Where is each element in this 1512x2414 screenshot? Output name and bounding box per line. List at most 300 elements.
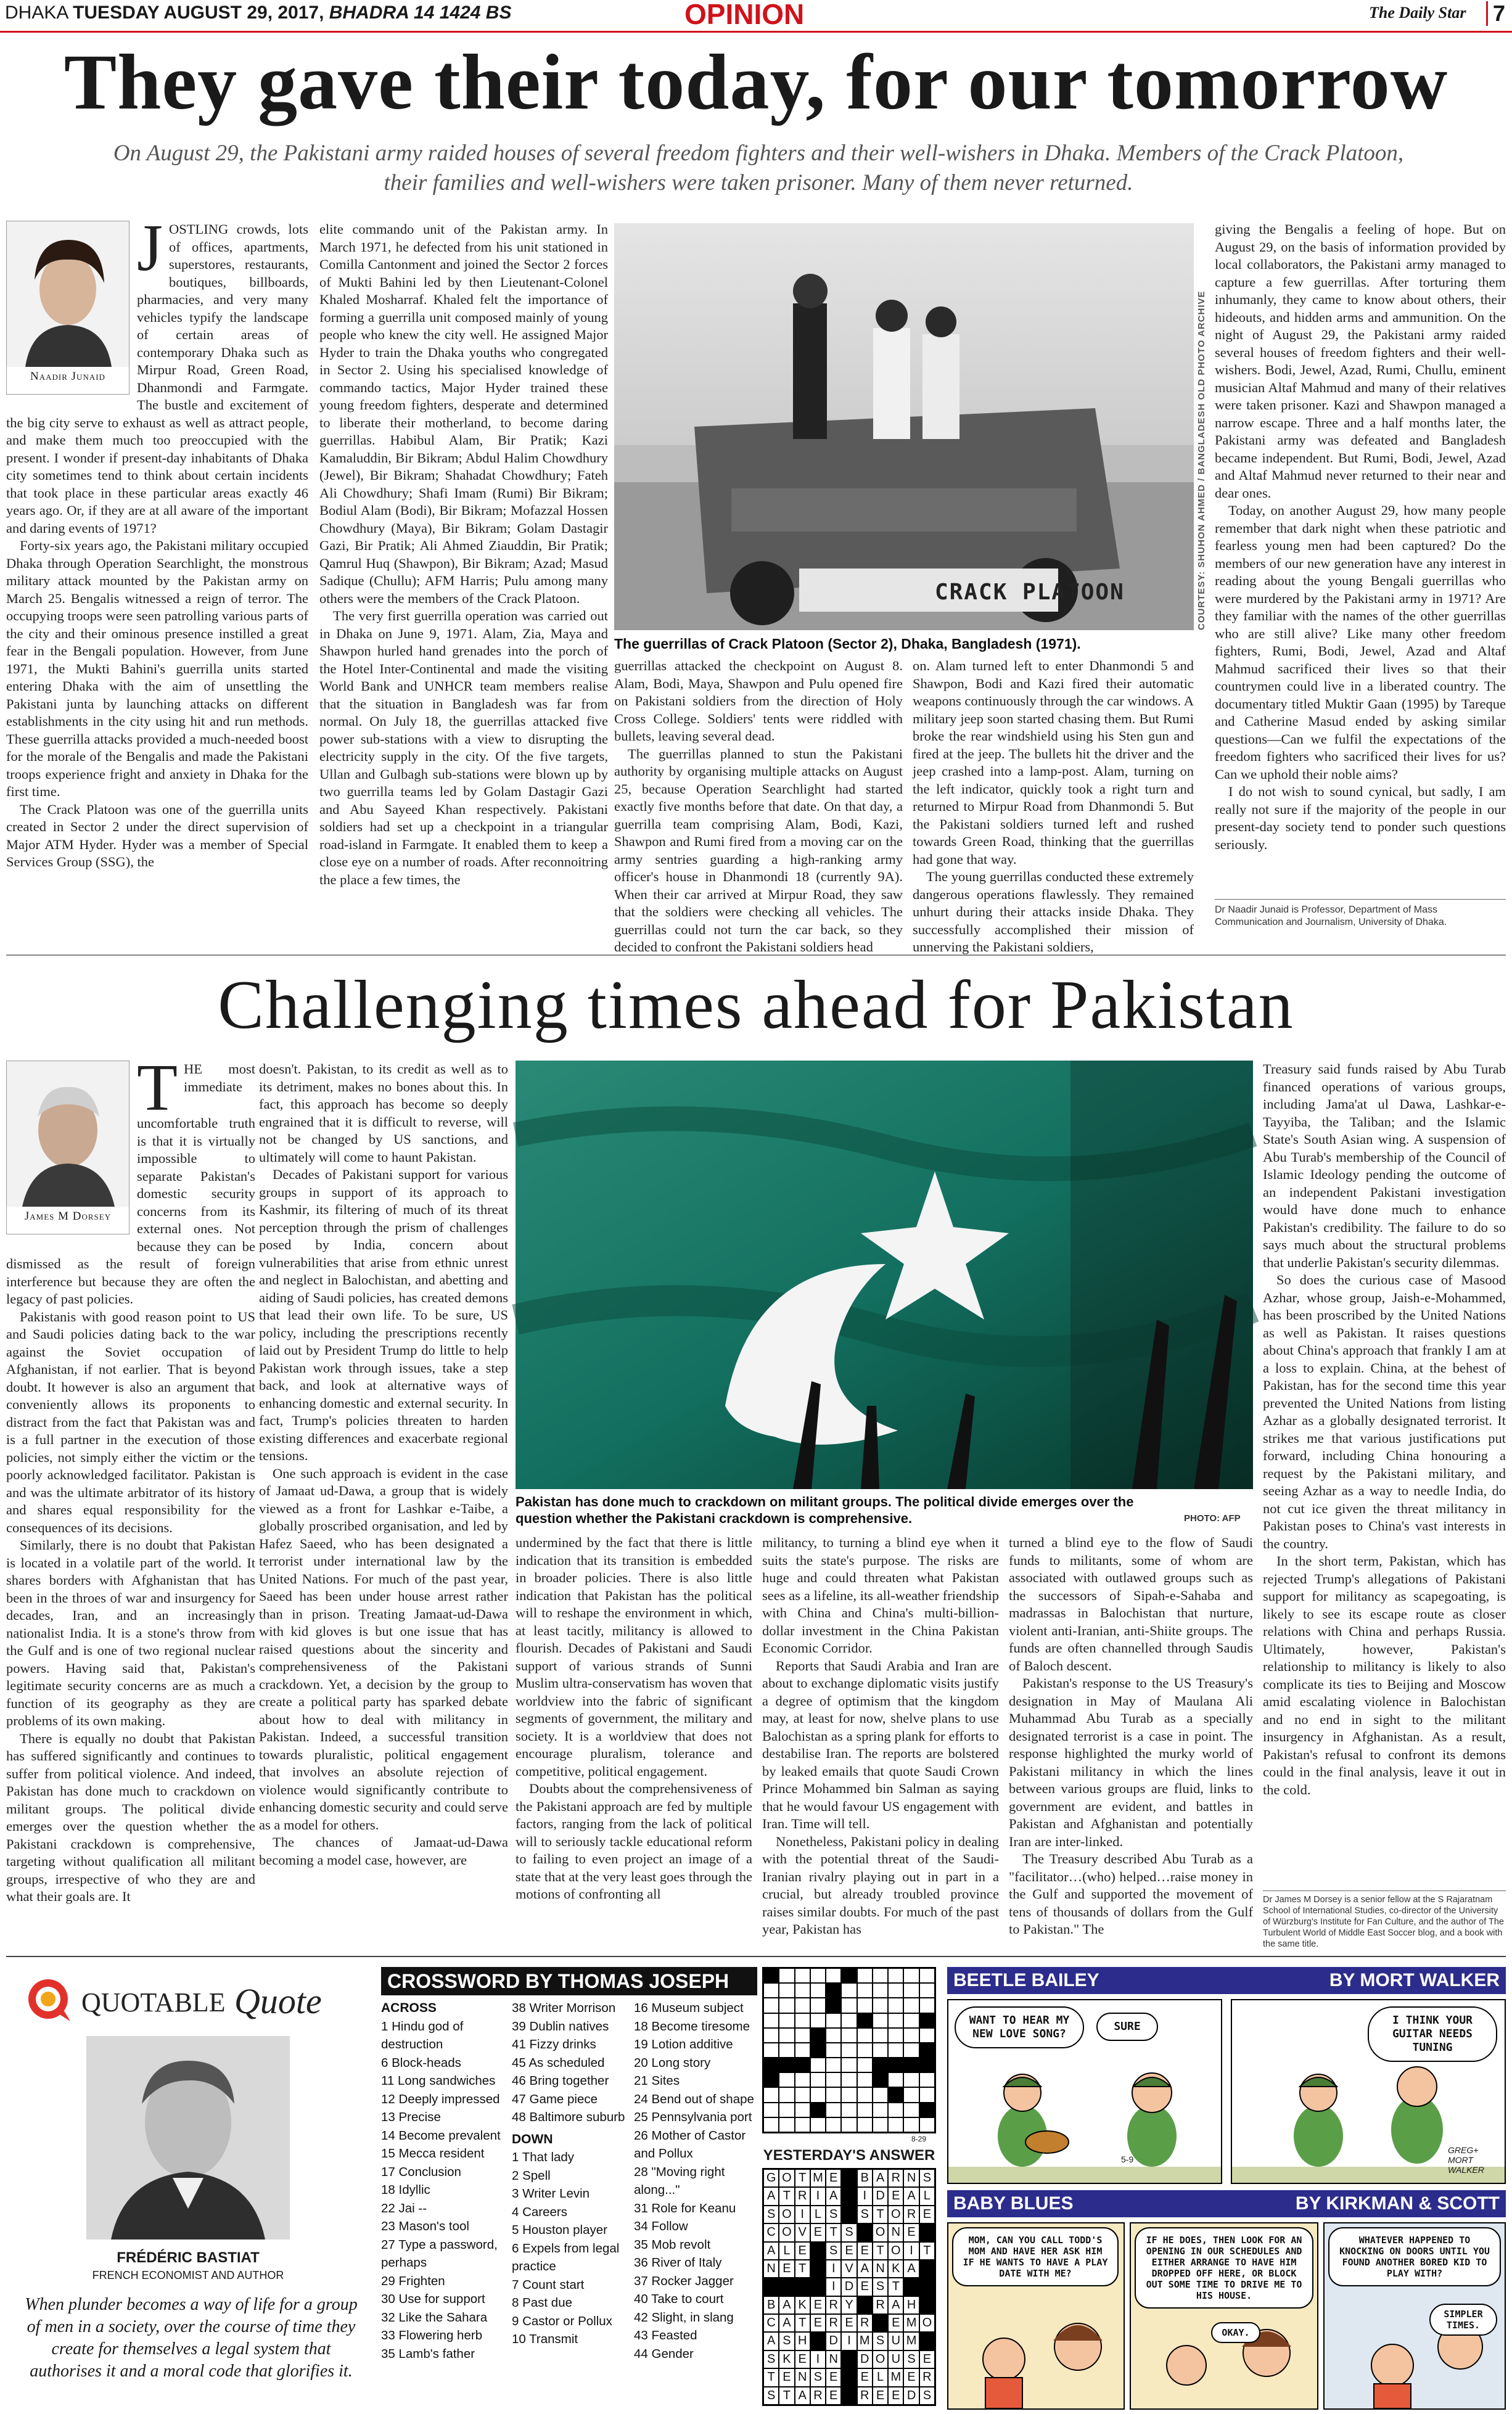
crossword-cell: [763, 2072, 779, 2087]
crossword-date-mark: 8-29: [911, 2135, 927, 2143]
answer-cell: O: [919, 2314, 935, 2332]
paragraph: So does the curious case of Masood Azhar, whose group, Jaish-e-Mohammed, has been proscribed by the United Nations as well as Pakistan. It raises questions about China's approach that frankly I am at a loss to explain. China, at the behest of Pakistan, has for the second time this year prevented the United Nations from listing Azhar as a globally designated terrorist. It strikes me that various justifications put forward, including China honouring a request by the Pakistani military, and seeing Azhar as a way to needle India, do not cut ice given the threat militancy in Pakistan poses to China's vast interests in the country.: [1263, 1272, 1506, 1551]
answer-cell: E: [841, 2314, 857, 2332]
answer-cell: R: [857, 2314, 873, 2332]
crossword-cell: [795, 2058, 810, 2072]
crossword-cell[interactable]: [810, 2058, 826, 2072]
answer-cell: N: [826, 2350, 841, 2368]
crossword-cell: [888, 2087, 903, 2102]
answer-cell: S: [826, 2242, 841, 2260]
crossword-cell[interactable]: [857, 1998, 873, 2013]
bengali-date: BHADRA 14 1424 BS: [329, 2, 512, 23]
answer-cell: T: [919, 2242, 935, 2260]
crossword-cell[interactable]: [919, 1983, 935, 1998]
author-name-junaid: Naadir Junaid: [30, 370, 105, 383]
crossword-cell[interactable]: [841, 1998, 857, 2013]
answer-cell: [857, 2223, 873, 2241]
crossword-clue: 8 Past due: [512, 2296, 573, 2310]
beetle-panel-2: [1231, 1999, 1506, 2184]
crossword-cell[interactable]: [763, 2103, 779, 2117]
crossword-cell[interactable]: [795, 2103, 810, 2117]
crossword-cell[interactable]: [779, 2072, 794, 2087]
crossword-cell[interactable]: [841, 2043, 857, 2058]
crossword-clue: 13 Precise: [381, 2110, 441, 2124]
crossword-cell[interactable]: [779, 2117, 794, 2132]
crossword-cell[interactable]: [826, 2028, 841, 2043]
crossword-cell[interactable]: [888, 1983, 903, 1998]
answer-cell: A: [779, 2296, 794, 2314]
answer-cell: B: [763, 2296, 779, 2314]
crossword-cell[interactable]: [841, 2087, 857, 2102]
crossword-cell[interactable]: [857, 1983, 873, 1998]
crossword-cell[interactable]: [810, 1983, 826, 1998]
baby-bubble-4: WHATEVER HAPPENED TO KNOCKING ON DOORS UNTIL YOU FOUND ANOTHER BORED KID TO PLAY WITH?: [1328, 2227, 1501, 2286]
crossword-cell[interactable]: [919, 1998, 935, 2013]
crossword-cell[interactable]: [779, 1968, 794, 1983]
crossword-cell: [919, 2043, 935, 2058]
crossword-cell[interactable]: [903, 2117, 919, 2132]
answer-cell: E: [795, 2242, 810, 2260]
crossword-cell[interactable]: [763, 2117, 779, 2132]
crossword-cell[interactable]: [903, 2043, 919, 2058]
article1-col2: [319, 221, 608, 936]
crossword-cell[interactable]: [919, 2087, 935, 2102]
paragraph: militancy, to turning a blind eye when it suits the state's purpose. The risks are huge and could threaten what Pakistan sees as a lifeline, its all-weather friendship with China and China's multi-billion-dollar investment in the China Pakistan Economic Corridor.: [762, 1535, 999, 1656]
crossword-clue: 32 Like the Sahara: [381, 2310, 488, 2325]
crossword-cell[interactable]: [857, 2058, 873, 2072]
crossword-cell[interactable]: [841, 2013, 857, 2028]
dropcap-t: T: [137, 1051, 178, 1125]
paragraph: elite commando unit of the Pakistan army. In March 1971, he defected from his unit stationed in Comilla Cantonment and joined the Sector 2 forces of Mukti Bahini led by then Lieutenant-Colonel Khaled Mosharraf. Khaled felt the importance of forming a guerrilla unit composed mainly of young people who knew the city well. He assigned Major Hyder to train the Dhaka youths who congregated in Sector 2. Using his specialised knowledge of commando tactics, Major Hyder trained these young freedom fighters, desperate and determined to liberate their motherland, to become daring guerrillas. Habibul Alam, Bir Pratik; Kazi Kamaluddin, Bir Bikram; Abdul Halim Chowdhury (Jewel), Bir Bikram; Shahadat Chowdhury; Fateh Ali Chowdhury; Shafi Imam (Rumi) Bir Bikram; Bodiul Alam (Bodi), Bir Bikram; Mofazzal Hossen Chowdhury (Maya), Bir Bikram; Golam Dastagir Gazi, Bir Pratik; Ali Ahmed Ziauddin, Bir Pratik; Qamrul Huq (Shawpon), Bir Bikram; Azad; Masud Sadique (Chullu); AFM Harris; Pulu among many others were the members of the Crack Platoon.: [319, 221, 608, 606]
answer-cell: [810, 2332, 826, 2350]
answer-cell: U: [888, 2332, 903, 2350]
answer-cell: H: [795, 2332, 810, 2350]
answer-cell: O: [779, 2206, 794, 2223]
beetle-panel-1: [947, 1999, 1222, 2184]
crossword-cell[interactable]: [841, 1983, 857, 1998]
answer-cell: T: [795, 2169, 810, 2187]
article1-col3: [614, 657, 903, 955]
answer-cell: O: [779, 2169, 794, 2187]
crossword-cell[interactable]: [763, 2028, 779, 2043]
crossword-title: CROSSWORD BY THOMAS JOSEPH: [381, 1967, 757, 1995]
crossword-cell[interactable]: [903, 2013, 919, 2028]
crossword-clue: 23 Mason's tool: [381, 2219, 469, 2233]
crossword-clue: 14 Become prevalent: [381, 2128, 501, 2143]
crossword-cell[interactable]: [763, 1983, 779, 1998]
crossword-cell[interactable]: [903, 2103, 919, 2117]
paragraph: HE most immediate uncomfortable truth is that it is virtually impossible to separate Pakistan's domestic security concerns from its external ones. Not because they can be dismissed as the result of foreign interference but because they are often the legacy of past policies.: [6, 1061, 255, 1307]
crossword-cell[interactable]: [873, 2087, 888, 2102]
crossword-cell[interactable]: [857, 2103, 873, 2117]
answer-cell: R: [826, 2314, 841, 2332]
answer-cell: B: [857, 2169, 873, 2187]
answer-cell: N: [795, 2368, 810, 2386]
crossword-cell: [826, 1998, 841, 2013]
crossword-cell[interactable]: [763, 2013, 779, 2028]
crossword-cell[interactable]: [857, 2117, 873, 2132]
crossword-cell[interactable]: [795, 2087, 810, 2102]
answer-cell: A: [888, 2296, 903, 2314]
crossword-cell[interactable]: [810, 1968, 826, 1983]
answer-cell: T: [873, 2206, 888, 2223]
answer-cell: N: [873, 2260, 888, 2278]
answer-cell: [919, 2223, 935, 2241]
crossword-clue: 5 Houston player: [512, 2223, 607, 2237]
paragraph: The Crack Platoon was one of the guerrilla units created in Sector 2 under the direct supervision of Major ATM Hyder. Hyder was a member of Special Services Group (SSG), the: [6, 801, 308, 869]
crossword-cell[interactable]: [857, 2043, 873, 2058]
masthead-rule: [0, 31, 1512, 33]
article2-col2: [259, 1061, 508, 1936]
answer-cell: N: [888, 2223, 903, 2241]
article2-photo-caption: Pakistan has done much to crackdown on militant groups. The political divide emerges over the question whether the Pakistani crackdown is comprehensive.: [516, 1494, 1134, 1526]
answer-cell: [841, 2368, 857, 2386]
baby-bubble-5: SIMPLER TIMES.: [1429, 2304, 1497, 2336]
crossword-cell[interactable]: [795, 2028, 810, 2043]
bottom-divider: [6, 1956, 1506, 1957]
crossword-cell[interactable]: [873, 2013, 888, 2028]
crossword-cell[interactable]: [779, 2028, 794, 2043]
answer-cell: S: [873, 2278, 888, 2296]
crossword-clue: 6 Expels from legal practice: [512, 2241, 620, 2273]
crossword-cell: [826, 1983, 841, 1998]
answer-cell: A: [763, 2187, 779, 2205]
crossword-cell[interactable]: [826, 1968, 841, 1983]
crossword-clue: 18 Idyllic: [381, 2183, 430, 2197]
answer-cell: [919, 2278, 935, 2296]
crossword-clue: 35 Mob revolt: [634, 2237, 711, 2252]
crossword-cell[interactable]: [826, 2013, 841, 2028]
crossword-cell[interactable]: [873, 2117, 888, 2132]
paragraph: The Treasury described Abu Turab as a "facilitator…(who) helped…raise money in the Gulf and supported the movement of tens of thousands of dollars from the Gulf to Pakistan." The: [1009, 1851, 1253, 1937]
beetle-signature: GREG+ MORT WALKER: [1448, 2145, 1484, 2175]
crossword-cell[interactable]: [795, 2072, 810, 2087]
paragraph: on. Alam turned left to enter Dhanmondi 5 and Shawpon, Bodi and Kazi fired their automatic weapons continuously through the car windows. A military jeep soon started chasing them. But Rumi broke the rear windshield using his Sten gun and fired at the jeep. The bullets hit the driver and the jeep crashed into a lamp-post. Alam, turning on the left indicator, quickly took a right turn and returned to Mirpur Road from Dhanmondi 5. But the Pakistani soldiers turned left and rushed towards Green Road, thinking that the guerrillas had gone that way.: [913, 658, 1194, 867]
down-clue-list-c: [634, 1999, 757, 2363]
crossword-cell[interactable]: [779, 1983, 794, 1998]
paragraph: guerrillas attacked the checkpoint on August 8. Alam, Bodi, Maya, Shawpon and Pulu opened fire on Pakistani soldiers from the direction of Holy Cross College. Soldiers' tents were riddled with bullets, leaving several dead.: [614, 658, 903, 744]
crossword-cell[interactable]: [903, 2072, 919, 2087]
crossword-cell[interactable]: [888, 2103, 903, 2117]
crossword-clue: 16 Museum subject: [634, 2001, 744, 2015]
answer-cell: I: [795, 2206, 810, 2223]
article2-author-bio: Dr James M Dorsey is a senior fellow at the S Rajaratnam School of International Studies, co-director of the University of Würzburg's Institute for Fan Culture, and the author of The Turbulent World of Middle East Soccer blog, and a book with the same title.: [1263, 1895, 1504, 1949]
answer-cell: C: [763, 2314, 779, 2332]
answer-cell: D: [826, 2332, 841, 2350]
crossword-cell[interactable]: [857, 1968, 873, 1983]
crossword-cell: [888, 2058, 903, 2072]
answer-cell: E: [795, 2350, 810, 2368]
article2-col6: [1263, 1061, 1506, 1887]
crossword-cell[interactable]: [826, 2117, 841, 2132]
crossword-clue: 34 Follow: [634, 2219, 688, 2233]
date: TUESDAY AUGUST 29, 2017,: [73, 2, 324, 23]
answer-cell: E: [826, 2387, 841, 2405]
crossword-cell[interactable]: [903, 1998, 919, 2013]
crossword-cell[interactable]: [826, 2087, 841, 2102]
crossword-cell[interactable]: [903, 1983, 919, 1998]
answer-cell: E: [903, 2223, 919, 2241]
answer-cell: [919, 2260, 935, 2278]
crossword-cell[interactable]: [888, 2013, 903, 2028]
quote-author-role: FRENCH ECONOMIST AND AUTHOR: [92, 2269, 284, 2281]
answer-cell: R: [903, 2206, 919, 2223]
crossword-clue: 37 Rocker Jagger: [634, 2273, 734, 2288]
bastiat-portrait-image: [86, 2036, 290, 2240]
baby-panel-3: [1323, 2222, 1506, 2410]
crossword-cell[interactable]: [919, 2072, 935, 2087]
answer-cell: E: [810, 2314, 826, 2332]
answer-cell: S: [826, 2206, 841, 2223]
crossword-cell[interactable]: [857, 2028, 873, 2043]
comics-area: [947, 1967, 1506, 2410]
crossword-cell[interactable]: [826, 2058, 841, 2072]
answer-cell: S: [873, 2332, 888, 2350]
bio-rule: [1215, 899, 1506, 900]
crossword-cell[interactable]: [873, 2043, 888, 2058]
crossword-cell[interactable]: [779, 2087, 794, 2102]
crossword-cell[interactable]: [826, 2043, 841, 2058]
crossword-cell[interactable]: [903, 1968, 919, 1983]
crossword-cell: [763, 1968, 779, 1983]
answer-cell: I: [810, 2350, 826, 2368]
crossword-cell[interactable]: [857, 2072, 873, 2087]
answer-cell: D: [857, 2350, 873, 2368]
crossword-cell: [857, 2013, 873, 2028]
crossword-cell[interactable]: [826, 2072, 841, 2087]
crossword-clue: 2 Spell: [512, 2168, 551, 2183]
crossword-clue: 7 Count start: [512, 2277, 585, 2292]
crossword-cell[interactable]: [779, 1998, 794, 2013]
answer-cell: [841, 2169, 857, 2187]
answer-cell: S: [779, 2332, 794, 2350]
answer-cell: V: [795, 2223, 810, 2241]
crossword-clue: 12 Deeply impressed: [381, 2092, 500, 2106]
answer-cell: D: [841, 2278, 857, 2296]
crossword-clue: 42 Slight, in slang: [634, 2310, 734, 2325]
answer-cell: T: [779, 2387, 794, 2405]
answer-cell: S: [919, 2387, 935, 2405]
crossword-cell[interactable]: [873, 1983, 888, 1998]
paragraph: I do not wish to sound cynical, but sadly, I am really not sure if the majority of the people in our present-day society tend to ponder such questions seriously.: [1215, 784, 1506, 852]
crossword-cell[interactable]: [795, 2043, 810, 2058]
answer-title: YESTERDAY'S ANSWER: [763, 2147, 935, 2164]
answer-cell: A: [763, 2332, 779, 2350]
paragraph: One such approach is evident in the case of Jamaat ud-Dawa, a group that is widely viewed as a front for Lashkar e-Taibe, a globally proscribed organisation, and led by Hafez Saeed, who has been designated a terrorist under international law by the United Nations. For much of the past year, Saeed has been under house arrest rather than in prison. Treating Jamaat-ud-Dawa with kid gloves is but one issue that has raised questions about the sincerity and comprehensiveness of the Pakistani crackdown. Yet, a decision by the group to create a political party has sparked debate about how to deal with militancy in Pakistan. Indeed, a successful transition towards pluralistic, political engagement that involves an absolute rejection of violence would significantly contribute to enhancing domestic security and could serve as a model for others.: [259, 1465, 508, 1833]
article1-standfirst: On August 29, the Pakistani army raided houses of several freedom fighters and their well-wishers in Dhaka. Members of the Crack Platoon, their families and well-wishers were taken prisoner. Many of them never returned.: [113, 141, 1404, 195]
crossword-clue: 33 Flowering herb: [381, 2328, 483, 2342]
answer-cell: E: [903, 2368, 919, 2386]
crossword-cell[interactable]: [810, 1998, 826, 2013]
crossword-cell[interactable]: [873, 2028, 888, 2043]
beetle-bubble-2: SURE: [1096, 2013, 1158, 2041]
answer-cell: E: [888, 2387, 903, 2405]
crossword-cell[interactable]: [888, 1998, 903, 2013]
answer-cell: M: [888, 2368, 903, 2386]
answer-cell: K: [779, 2350, 794, 2368]
crossword-clues-b: [512, 1999, 633, 2349]
crossword-cell[interactable]: [841, 2058, 857, 2072]
answer-cell: R: [873, 2296, 888, 2314]
answer-cell: Y: [841, 2296, 857, 2314]
beetle-bailey-by: BY MORT WALKER: [1329, 1970, 1500, 1990]
crossword-cell[interactable]: [903, 2028, 919, 2043]
answer-cell: I: [857, 2187, 873, 2205]
answer-cell: S: [763, 2387, 779, 2405]
crossword-clue: 22 Jai --: [381, 2201, 427, 2215]
crossword-cell[interactable]: [919, 1968, 935, 1983]
crossword-cell[interactable]: [857, 2087, 873, 2102]
crossword-clue: 30 Use for support: [381, 2292, 485, 2306]
answer-cell: H: [903, 2296, 919, 2314]
article2-col4: [762, 1534, 999, 1936]
answer-cell: [919, 2332, 935, 2350]
crossword-clue: 43 Feasted: [634, 2328, 697, 2342]
crossword-cell[interactable]: [873, 1968, 888, 1983]
baby-panel-1: [947, 2222, 1125, 2410]
article1-author-bio: Dr Naadir Junaid is Professor, Department of Mass Communication and Journalism, University of Dhaka.: [1215, 905, 1447, 927]
crossword-cell: [841, 1968, 857, 1983]
crossword-cell[interactable]: [763, 2087, 779, 2102]
answer-cell: M: [903, 2314, 919, 2332]
answer-cell: R: [795, 2187, 810, 2205]
crossword-clue: 38 Writer Morrison: [512, 2001, 616, 2015]
crossword-clue: 46 Bring together: [512, 2074, 609, 2088]
article1-headline: They gave their today, for our tomorrow: [64, 38, 1448, 126]
crossword-cell[interactable]: [873, 2103, 888, 2117]
article1-col4: [913, 657, 1194, 955]
crossword-cell[interactable]: [763, 1998, 779, 2013]
crossword-cell[interactable]: [795, 1968, 810, 1983]
crossword-cell[interactable]: [888, 2028, 903, 2043]
crossword-cell[interactable]: [810, 2072, 826, 2087]
answer-cell: T: [779, 2187, 794, 2205]
answer-cell: [841, 2206, 857, 2223]
answer-cell: U: [888, 2350, 903, 2368]
crossword-cell: [810, 2103, 826, 2117]
answer-cell: O: [888, 2206, 903, 2223]
crossword-cell[interactable]: [841, 2117, 857, 2132]
crossword-cell[interactable]: [903, 2087, 919, 2102]
paragraph: Forty-six years ago, the Pakistani military occupied Dhaka through Operation Searchlight, the monstrous military attack mounted by the Pakistan army on March 25. Bengalis witnessed a reign of terror. The occupying troops were seen patrolling various parts of the city and their ominous presence instilled a great fear in the Bengali population. However, from June 1971, the Mukti Bahini's guerrilla units started entering Dhaka with the aim of unsettling the Pakistani junta by launching attacks on different establishments in the city using hit and run methods. These guerrilla attacks provided a much-needed boost for the morale of the Bengalis and made the Pakistani troops experience fright and anxiety in Dhaka for the first time.: [6, 538, 308, 799]
crossword-cell[interactable]: [841, 2072, 857, 2087]
section-label: OPINION: [684, 0, 805, 30]
crossword-clue: 17 Conclusion: [381, 2164, 461, 2179]
paragraph: Pakistanis with good reason point to US and Saudi policies dating back to the war against the Soviet occupation of Afghanistan, if not earlier. That is beyond doubt. It however is also an argument that conveniently allows its proponents to distract from the fact that Pakistan was and is a full partner in the execution of those policies, not simply either the victim or the poorly acknowledged facilitator. Pakistan is and was the ultimate arbitrator of its history and shares equal responsibility for the consequences of its decisions.: [6, 1308, 255, 1535]
crossword-cell[interactable]: [873, 1998, 888, 2013]
dateline-text: [5, 2, 511, 23]
answer-cell: [779, 2278, 794, 2296]
paragraph: In the short term, Pakistan, which has rejected Trump's allegations of Pakistani support for militancy as scapegoating, is likely to see its escape route as closer relations with China and perhaps Russia. Ultimately, however, Pakistan's relationship to militancy is likely to also complicate its ties to Beijing and Moscow amid escalating violence in Balochistan and no end in sight to the militant insurgency in Afghanistan. As a result, Pakistan's refusal to confront its demons could in the final analysis, leave it out in the cold.: [1263, 1553, 1506, 1797]
answer-cell: E: [779, 2368, 794, 2386]
crossword-cell[interactable]: [888, 1968, 903, 1983]
crossword-box: [381, 1967, 936, 2410]
answer-cell: O: [873, 2350, 888, 2368]
paragraph: The young guerrillas conducted these extremely dangerous operations flawlessly. They remained unhurt during their attacks inside Dhaka. They successfully accomplished their mission of unnerving the Pakistani soldiers,: [913, 869, 1194, 955]
answer-cell: O: [873, 2223, 888, 2241]
crossword-cell[interactable]: [841, 2028, 857, 2043]
crossword-cell: [919, 2103, 935, 2117]
answer-cell: A: [763, 2242, 779, 2260]
crossword-cell[interactable]: [888, 2117, 903, 2132]
crossword-cell[interactable]: [919, 2117, 935, 2132]
crossword-cell[interactable]: [841, 2103, 857, 2117]
baby-blues-header: [947, 2190, 1506, 2217]
crossword-cell[interactable]: [888, 2043, 903, 2058]
crossword-cell[interactable]: [810, 2013, 826, 2028]
crossword-cell[interactable]: [795, 2013, 810, 2028]
crossword-clue: 47 Game piece: [512, 2092, 598, 2106]
crossword-clue: 44 Gender: [634, 2346, 694, 2361]
answer-cell: E: [919, 2206, 935, 2223]
answer-cell: A: [795, 2387, 810, 2405]
crossword-cell: [873, 2072, 888, 2087]
crossword-cell: [810, 2043, 826, 2058]
answer-cell: S: [919, 2169, 935, 2187]
crossword-cell[interactable]: [810, 2087, 826, 2102]
crossword-clue: 45 As scheduled: [512, 2055, 605, 2070]
crossword-clue: 41 Fizzy drinks: [512, 2037, 596, 2051]
across-label: ACROSS: [381, 2001, 437, 2015]
crossword-cell[interactable]: [888, 2072, 903, 2087]
beetle-bubble-1: WANT TO HEAR MY NEW LOVE SONG?: [955, 2006, 1084, 2048]
answer-cell: N: [763, 2260, 779, 2278]
crossword-cell[interactable]: [795, 1983, 810, 1998]
baby-bubble-3: OKAY.: [1211, 2322, 1260, 2343]
crossword-clue: 19 Lotion additive: [634, 2037, 733, 2051]
crossword-cell[interactable]: [763, 2043, 779, 2058]
crossword-cell[interactable]: [810, 2117, 826, 2132]
crossword-clue: 9 Castor or Pollux: [512, 2313, 612, 2328]
crossword-cell[interactable]: [779, 2013, 794, 2028]
crossword-clue: 15 Mecca resident: [381, 2146, 485, 2161]
crossword-clue: 39 Dublin natives: [512, 2019, 609, 2034]
paragraph: Similarly, there is no doubt that Pakistan is located in a volatile part of the world. It shares borders with Afghanistan that has been in the throes of war and insurgency for decades, Iran, and an increasingly nationalist India. It is a stone's throw from the Gulf and is one of two regional nuclear powers. Having said that, Pakistan's legitimate security concerns are as much a function of its geography as they are problems of its own making.: [6, 1537, 255, 1728]
paragraph: Reports that Saudi Arabia and Iran are about to exchange diplomatic visits justify a degree of optimism that the kingdom may, at least for now, shelve plans to use Balochistan as a spring plank for efforts to destabilise Iran. The reports are bolstered by leaked emails that quote Saudi Crown Prince Mohammed bin Salman as saying that he would favour US engagement with Iran. Time will tell.: [762, 1657, 999, 1831]
answer-cell: [903, 2278, 919, 2296]
crossword-cell[interactable]: [826, 2103, 841, 2117]
paragraph: The very first guerrilla operation was carried out in Dhaka on June 9, 1971. Alam, Zia, Maya and Shawpon hurled hand grenades into the porch of the Hotel Inter-Continental and made the visiting World Bank and UNHCR team members realise that the situation in Bangladesh was far from normal. On July 18, the guerrillas attacked five power sub-stations with a view to disrupting the electricity supply in the city. Of the five targets, Ullan and Gulbagh sub-stations were blown up by two guerrilla teams led by Golam Dastagir Gazi and Abu Sayeed Khan respectively. Pakistani soldiers had set up a checkpoint in a triangular road-island in Farmgate. It enabled them to keep a close eye on a number of roads. After reconnoitring the place a few times, the: [319, 608, 608, 887]
paragraph: Doubts about the comprehensiveness of the Pakistani approach are fed by multiple factors, ranging from the lack of political will to seriously tackle educational reform to failing to even project an image of a state that at the very least goes through the motions of confronting all: [516, 1781, 752, 1902]
paper-logo: The Daily Star: [1369, 4, 1466, 22]
answer-cell: [795, 2278, 810, 2296]
crossword-grid[interactable]: [762, 1967, 936, 2133]
quote-title-a: QUOTABLE: [81, 1987, 226, 2018]
crossword-cell[interactable]: [919, 2028, 935, 2043]
crossword-cell[interactable]: [779, 2043, 794, 2058]
crossword-clue: 1 Hindu god of destruction: [381, 2019, 464, 2051]
paragraph: Pakistan's response to the US Treasury's designation in May of Maulana Ali Muhammad Abu Turab as a specially designated terrorist is a case in point. The response highlighted the murky world of Pakistani militancy in which the lines between various groups are fluid, links to government are evident, and battles in Pakistan and Afghanistan and potentially Iran are inter-linked.: [1009, 1675, 1253, 1849]
answer-cell: [810, 2260, 826, 2278]
answer-cell: S: [763, 2206, 779, 2223]
answer-cell: T: [795, 2260, 810, 2278]
crack-platoon-photo-image: [614, 223, 1194, 630]
masthead: [0, 0, 1512, 31]
answer-cell: I: [810, 2187, 826, 2205]
baby-panel-2: [1130, 2222, 1318, 2410]
crossword-cell: [810, 2028, 826, 2043]
crossword-cell: [763, 2058, 779, 2072]
answer-cell: C: [763, 2223, 779, 2241]
crossword-cell[interactable]: [795, 2117, 810, 2132]
answer-cell: E: [919, 2350, 935, 2368]
answer-cell: O: [779, 2223, 794, 2241]
answer-cell: T: [873, 2242, 888, 2260]
paragraph: Nonetheless, Pakistani policy in dealing with the potential threat of the Saudi-Iranian rivalry playing out in part in a crucial, but already troubled province raises similar doubts. For much of the past year, Pakistan has: [762, 1833, 999, 1937]
crossword-cell[interactable]: [779, 2103, 794, 2117]
crossword-cell[interactable]: [795, 1998, 810, 2013]
answer-cell: T: [763, 2368, 779, 2386]
